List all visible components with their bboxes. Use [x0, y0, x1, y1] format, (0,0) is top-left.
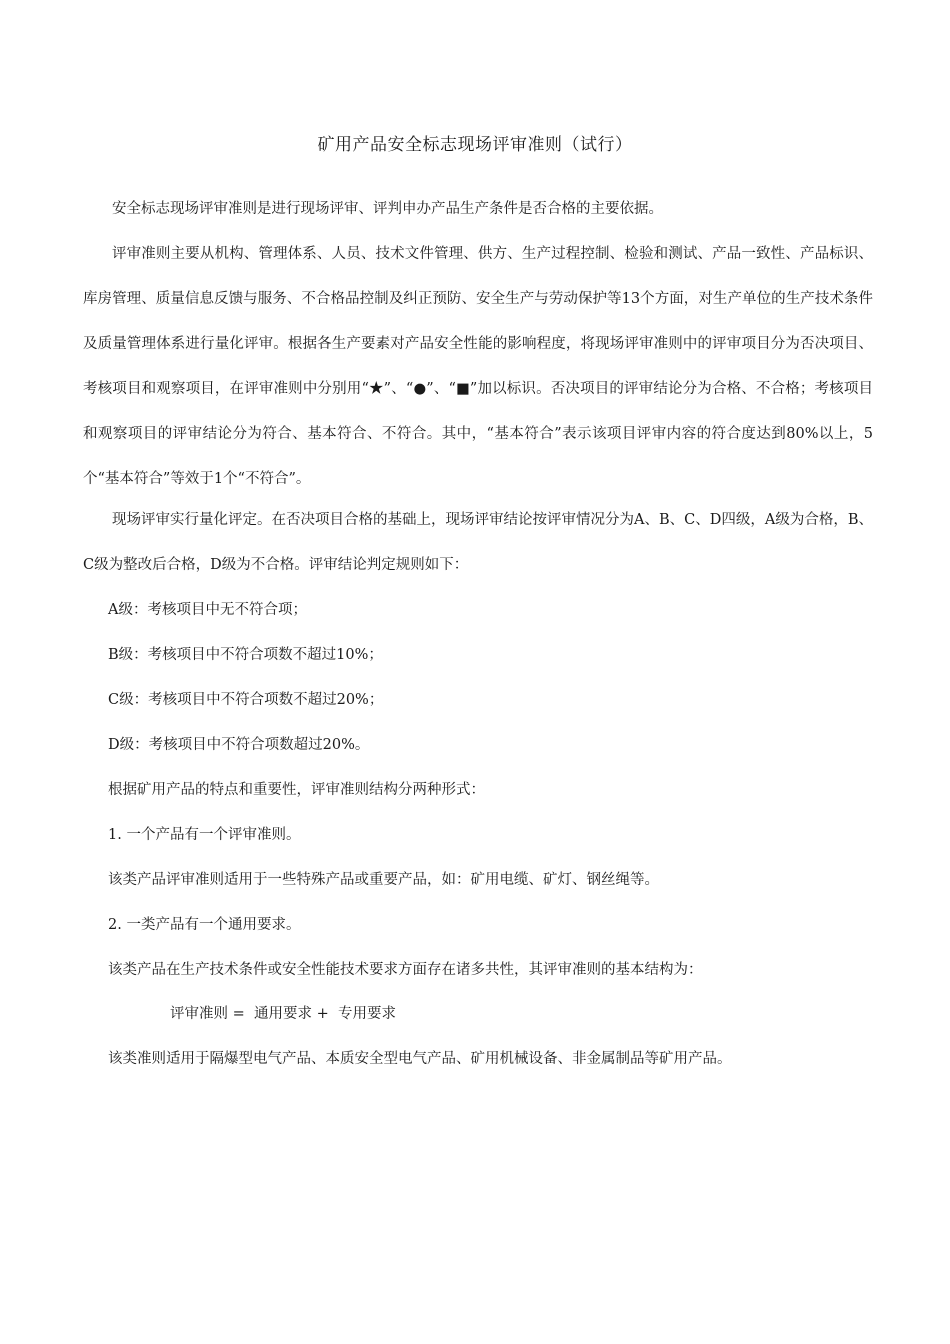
- grade-a-item: A级：考核项目中无不符合项；: [108, 602, 307, 618]
- grade-d-item: D级：考核项目中不符合项数超过20%。: [108, 737, 370, 753]
- form2-heading: 2. 一类产品有一个通用要求。: [108, 917, 301, 933]
- intro-paragraph: 安全标志现场评审准则是进行现场评审、评判申办产品生产条件是否合格的主要依据。: [112, 201, 663, 217]
- grading-paragraph: 现场评审实行量化评定。在否决项目合格的基础上，现场评审结论按评审情况分为A、B、C、D四级，A级为合格，B、C级为整改后合格，D级为不合格。评审结论判定规则如下：: [83, 512, 873, 573]
- form2-description: 该类产品在生产技术条件或安全性能技术要求方面存在诸多共性，其评审准则的基本结构为：: [108, 962, 703, 978]
- document-title: 矿用产品安全标志现场评审准则（试行）: [317, 135, 633, 155]
- closing-paragraph: 该类准则适用于隔爆型电气产品、本质安全型电气产品、矿用机械设备、非金属制品等矿用产品。: [108, 1051, 732, 1067]
- form1-heading: 1. 一个产品有一个评审准则。: [108, 827, 301, 843]
- structure-formula: 评审准则 = 通用要求 + 专用要求: [170, 1006, 396, 1022]
- form1-description: 该类产品评审准则适用于一些特殊产品或重要产品，如：矿用电缆、矿灯、钢丝绳等。: [108, 872, 659, 888]
- grade-c-item: C级：考核项目中不符合项数不超过20%；: [108, 692, 384, 708]
- criteria-paragraph: 评审准则主要从机构、管理体系、人员、技术文件管理、供方、生产过程控制、检验和测试、产品一致性、产品标识、库房管理、质量信息反馈与服务、不合格品控制及纠正预防、安全生产与劳动保护等13个方面，对生产单位的生产技术条件及质量管理体系进行量化评审。根据各生产要素对产品安全性能的影响程度，将现场评审准则中的评审项目分为否决项目、考核项目和观察项目，在评审准则中分别用“★”、“●”、“■”加以标识。否决项目的评审结论分为合格、不合格；考核项目和观察项目的评审结论分为符合、基本符合、不符合。其中，“基本符合”表示该项目评审内容的符合度达到80%以上，5个“基本符合”等效于1个“不符合”。: [83, 246, 873, 487]
- structure-intro: 根据矿用产品的特点和重要性，评审准则结构分两种形式：: [108, 782, 485, 798]
- grade-b-item: B级：考核项目中不符合项数不超过10%；: [108, 647, 383, 663]
